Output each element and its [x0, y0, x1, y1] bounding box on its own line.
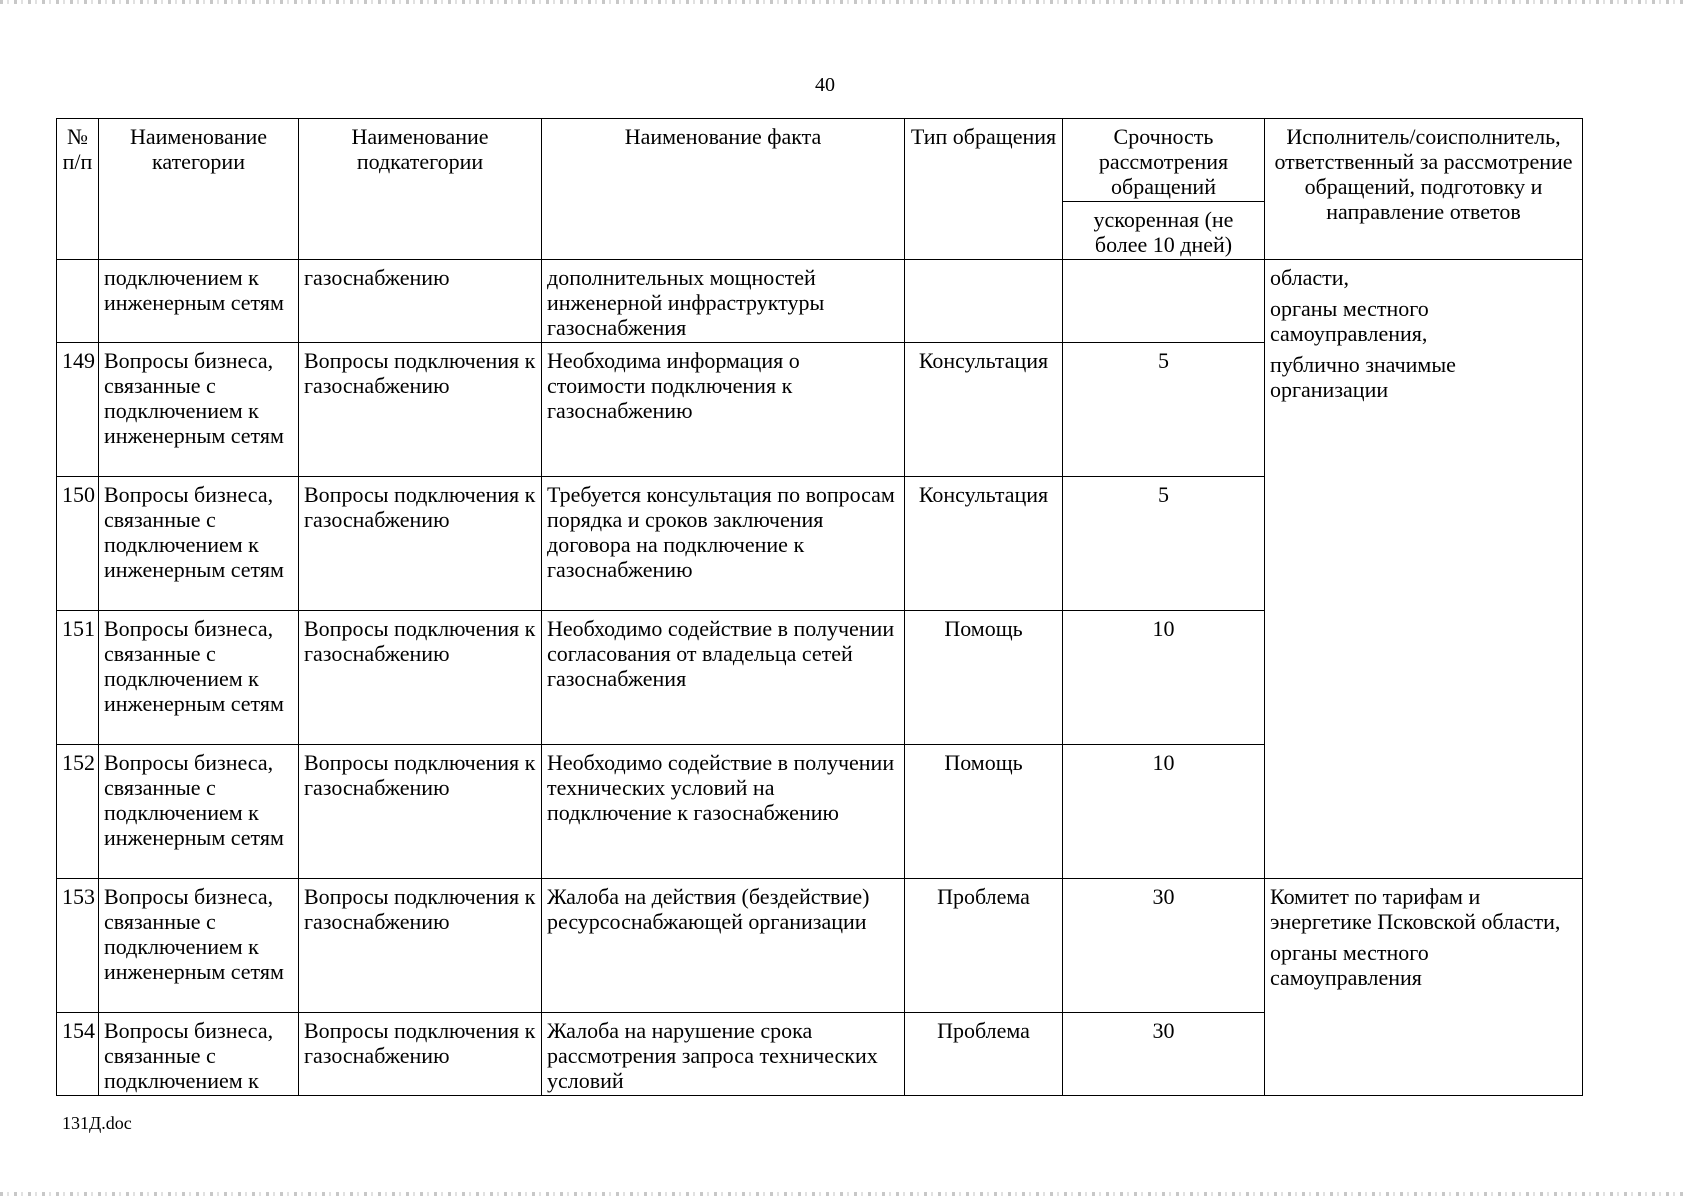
cell-type: Консультация	[905, 343, 1063, 477]
executor-line: Комитет по тарифам и энергетике Псковской области,	[1270, 884, 1561, 934]
cell-num: 151	[57, 611, 99, 745]
register-table	[56, 118, 1583, 1096]
header-urgency-accelerated: ускоренная (не более 10 дней)	[1063, 202, 1265, 260]
cell-category: Вопросы бизнеса, связанные с подключением к инженерным сетям	[99, 745, 299, 879]
cell-fact: Необходима информация о стоимости подключения к газоснабжению	[542, 343, 905, 477]
cell-category: Вопросы бизнеса, связанные с подключением к	[99, 1013, 299, 1096]
executor-line: органы местного самоуправления,	[1270, 296, 1429, 346]
cell-num: 149	[57, 343, 99, 477]
cell-fact: Жалоба на действия (бездействие) ресурсоснабжающей организации	[542, 879, 905, 1013]
header-executor: Исполнитель/соисполнитель, ответственный за рассмотрение обращений, подготовку и направление ответов	[1265, 119, 1583, 260]
cell-executor-group-1	[1265, 260, 1583, 879]
cell-subcategory: Вопросы подключения к газоснабжению	[299, 1013, 542, 1096]
cell-days: 30	[1063, 879, 1265, 1013]
cell-fact: Необходимо содействие в получении технических условий на подключение к газоснабжению	[542, 745, 905, 879]
cell-subcategory: Вопросы подключения к газоснабжению	[299, 745, 542, 879]
cell-num: 152	[57, 745, 99, 879]
cell-category: Вопросы бизнеса, связанные с подключением к инженерным сетям	[99, 879, 299, 1013]
cell-category: подключением к инженерным сетям	[99, 260, 299, 343]
cell-executor-group-2	[1265, 879, 1583, 1096]
cell-subcategory: Вопросы подключения к газоснабжению	[299, 879, 542, 1013]
cell-category: Вопросы бизнеса, связанные с подключением к инженерным сетям	[99, 611, 299, 745]
cell-type-empty	[905, 260, 1063, 343]
header-fact: Наименование факта	[542, 119, 905, 260]
header-num: № п/п	[57, 119, 99, 260]
cell-type: Помощь	[905, 745, 1063, 879]
cell-subcategory: газоснабжению	[299, 260, 542, 343]
cell-days: 5	[1063, 343, 1265, 477]
executor-line: области,	[1270, 265, 1350, 290]
cell-days: 30	[1063, 1013, 1265, 1096]
executor-line: публично значимые организации	[1270, 352, 1456, 402]
cell-num: 150	[57, 477, 99, 611]
cell-fact: Жалоба на нарушение срока рассмотрения запроса технических условий	[542, 1013, 905, 1096]
cell-subcategory: Вопросы подключения к газоснабжению	[299, 611, 542, 745]
header-type: Тип обращения	[905, 119, 1063, 260]
header-category: Наименование категории	[99, 119, 299, 260]
header-subcategory: Наименование подкатегории	[299, 119, 542, 260]
cell-num-empty	[57, 260, 99, 343]
page-number: 40	[815, 74, 835, 96]
cell-days: 5	[1063, 477, 1265, 611]
cell-days: 10	[1063, 745, 1265, 879]
cell-fact: Необходимо содействие в получении согласования от владельца сетей газоснабжения	[542, 611, 905, 745]
cell-fact: дополнительных мощностей инженерной инфраструктуры газоснабжения	[542, 260, 905, 343]
cell-subcategory: Вопросы подключения к газоснабжению	[299, 343, 542, 477]
cell-days-empty	[1063, 260, 1265, 343]
executor-line: органы местного самоуправления	[1270, 940, 1429, 990]
cell-num: 154	[57, 1013, 99, 1096]
cell-type: Помощь	[905, 611, 1063, 745]
cell-type: Консультация	[905, 477, 1063, 611]
cell-days: 10	[1063, 611, 1265, 745]
scan-edge-top	[0, 0, 1686, 4]
cell-type: Проблема	[905, 879, 1063, 1013]
header-row	[57, 119, 1583, 202]
table-row-continuation	[57, 260, 1583, 343]
cell-type: Проблема	[905, 1013, 1063, 1096]
scan-edge-bottom	[0, 1192, 1686, 1196]
header-urgency: Срочность рассмотрения обращений	[1063, 119, 1265, 202]
cell-subcategory: Вопросы подключения к газоснабжению	[299, 477, 542, 611]
cell-fact: Требуется консультация по вопросам порядка и сроков заключения договора на подключение к газоснабжению	[542, 477, 905, 611]
cell-category: Вопросы бизнеса, связанные с подключением к инженерным сетям	[99, 477, 299, 611]
cell-category: Вопросы бизнеса, связанные с подключением к инженерным сетям	[99, 343, 299, 477]
table-row	[57, 879, 1583, 1013]
cell-num: 153	[57, 879, 99, 1013]
document-filename: 131Д.doc	[62, 1113, 132, 1133]
